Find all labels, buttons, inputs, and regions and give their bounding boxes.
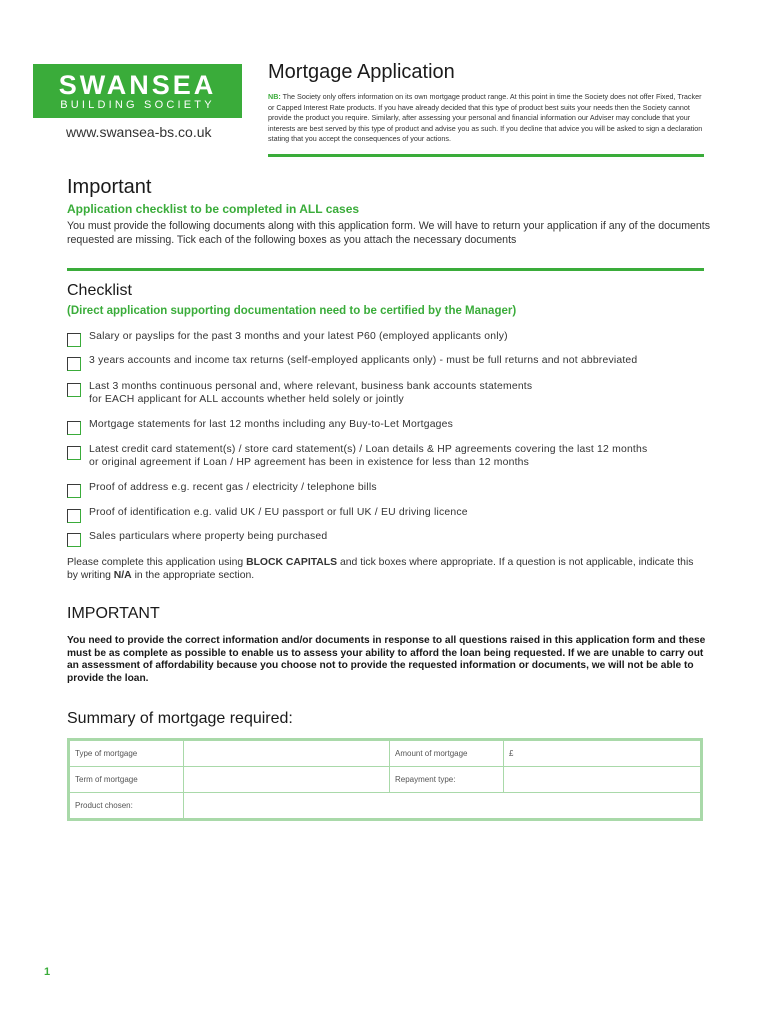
checklist-item — [89, 355, 709, 368]
checklist-item-text: Salary or payslips for the past 3 months and your latest P60 (employed applicants only) — [89, 331, 508, 342]
note-text: Please complete this application using — [67, 557, 247, 568]
checklist-item — [89, 419, 709, 432]
table-row — [69, 767, 702, 793]
term-of-mortgage-label: Term of mortgage — [69, 767, 184, 793]
checklist-heading: Checklist — [67, 282, 132, 299]
checkbox-accounts[interactable] — [67, 357, 81, 371]
important-subheading: Application checklist to be completed in ALL cases — [67, 202, 360, 216]
checkbox-proof-of-address[interactable] — [67, 484, 81, 498]
section-divider — [67, 268, 704, 271]
nb-text: The Society only offers information on its own mortgage product range. At this point in time the Society does not offer Fixed, Tracker or Capped Interest Rate products. If you have already decided that this type of product best suits your needs then the Society cannot provide the product you require. Similarly, after assessing your personal and financial information our Adviser may conclude that your interests are best served by this type of product and advise you as such. If you decline that advice you will be asked to sign a declaration stating that you accept the consequences of your actions. — [268, 92, 703, 143]
document-title: Mortgage Application — [268, 61, 455, 83]
checklist-item-text: 3 years accounts and income tax returns (self-employed applicants only) - must be full returns and not abbreviated — [89, 355, 638, 366]
checklist-item-text: for EACH applicant for ALL accounts whether held solely or jointly — [89, 393, 404, 405]
important-heading: Important — [67, 176, 152, 198]
important-text: You must provide the following documents along with this application form. We will have to return your application if any of the documents requested are missing. Tick each of the following boxes as you attach the necessary documents — [67, 220, 711, 246]
summary-heading: Summary of mortgage required: — [67, 710, 293, 727]
checklist-item-text: Proof of identification e.g. valid UK / EU passport or full UK / EU driving licence — [89, 507, 468, 518]
checklist-item — [89, 531, 709, 544]
checklist-item — [89, 482, 709, 495]
checklist-item-text: Proof of address e.g. recent gas / electricity / telephone bills — [89, 482, 377, 493]
type-of-mortgage-label: Type of mortgage — [69, 740, 184, 767]
table-row — [69, 740, 702, 767]
checklist-item — [89, 507, 709, 520]
checklist-item — [89, 381, 709, 406]
important-warning-text: You need to provide the correct information and/or documents in response to all questions raised in this application form and these must be as complete as possible to enable us to assess your ability to afford the loan being requested. If we are unable to carry out an assessment of affordability because you choose not to provide the requested information or documents, we will not be able to provide the loan. — [67, 635, 706, 685]
summary-table — [67, 738, 703, 821]
checklist-item-text: Sales particulars where property being purchased — [89, 531, 328, 542]
amount-of-mortgage-field[interactable]: £ — [504, 740, 702, 767]
checklist-item-text: or original agreement if Loan / HP agreement has been in existence for less than 12 months — [89, 456, 530, 468]
note-bold-text: N/A — [113, 570, 132, 581]
note-text: in the appropriate section. — [131, 570, 255, 581]
note-text: and tick boxes where appropriate. If a question is not applicable, indicate this by writing — [67, 557, 694, 581]
term-of-mortgage-field[interactable] — [184, 767, 390, 793]
checklist-item-text: Latest credit card statement(s) / store card statement(s) / Loan details & HP agreements covering the last 12 months — [89, 444, 648, 455]
header-divider — [268, 154, 704, 157]
repayment-type-field[interactable] — [504, 767, 702, 793]
checklist-item — [89, 444, 709, 469]
checklist-item — [89, 331, 709, 344]
logo-name: SWANSEA — [58, 70, 217, 100]
type-of-mortgage-field[interactable] — [184, 740, 390, 767]
product-chosen-field[interactable] — [184, 793, 702, 820]
checklist-subheading: (Direct application supporting documentation need to be certified by the Manager) — [67, 305, 517, 317]
nb-label: NB: — [268, 92, 281, 101]
block-capitals-note — [67, 556, 707, 582]
checklist-item-text: Mortgage statements for last 12 months including any Buy-to-Let Mortgages — [89, 419, 454, 430]
checklist-item-text: Last 3 months continuous personal and, where relevant, business bank accounts statements — [89, 381, 533, 392]
note-bold-text: BLOCK CAPITALS — [246, 557, 338, 568]
website-link[interactable]: www.swansea-bs.co.uk — [66, 124, 212, 140]
checkbox-payslips[interactable] — [67, 333, 81, 347]
swansea-logo — [33, 64, 242, 118]
nb-notice — [268, 92, 708, 145]
checkbox-credit-statements[interactable] — [67, 446, 81, 460]
checkbox-sales-particulars[interactable] — [67, 533, 81, 547]
checkbox-proof-of-id[interactable] — [67, 509, 81, 523]
repayment-type-label: Repayment type: — [390, 767, 504, 793]
important-heading-2: IMPORTANT — [67, 605, 160, 622]
checkbox-bank-statements[interactable] — [67, 383, 81, 397]
logo-tagline: BUILDING SOCIETY — [60, 99, 215, 111]
checkbox-mortgage-statements[interactable] — [67, 421, 81, 435]
amount-of-mortgage-label: Amount of mortgage — [390, 740, 504, 767]
table-row — [69, 793, 702, 820]
product-chosen-label: Product chosen: — [69, 793, 184, 820]
page-number: 1 — [44, 966, 51, 978]
